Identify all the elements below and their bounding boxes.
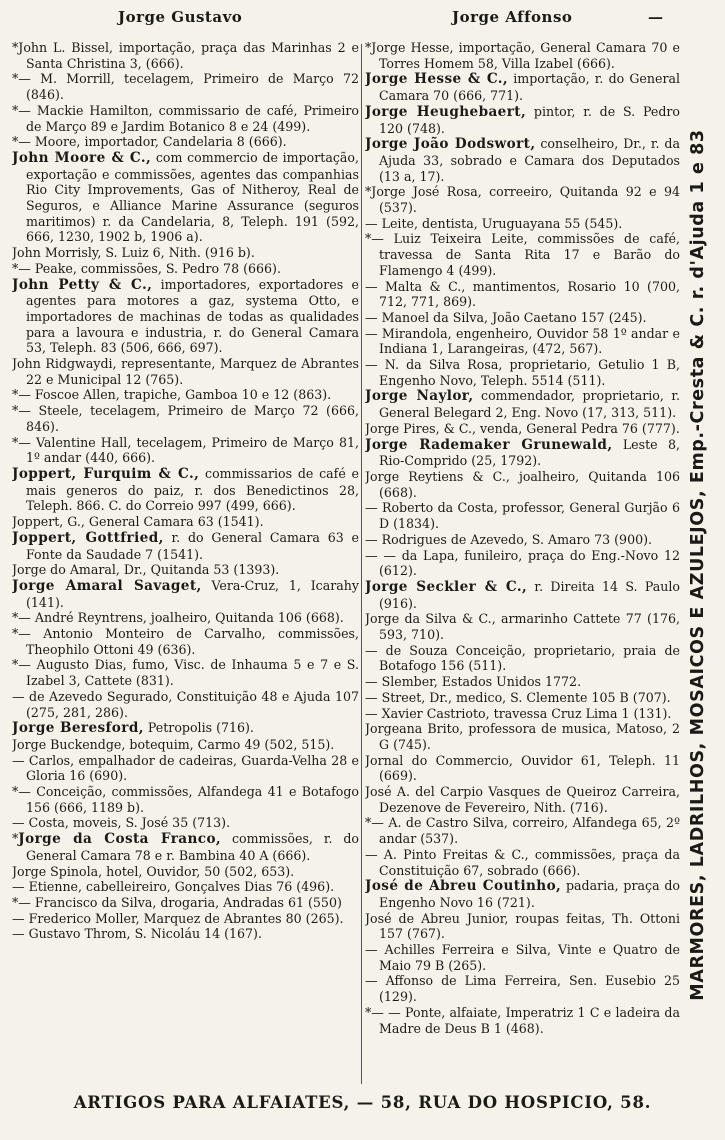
entry-name: Jorge da Silva & C., — [365, 611, 496, 627]
directory-entry — [12, 626, 359, 657]
entry-name: — Mirandola, — [365, 325, 452, 341]
entry-name: José de Abreu Coutinho, — [365, 878, 562, 895]
entry-details: representante, Marquez de Abrantes 22 e Municipal 12 (765). — [26, 356, 359, 387]
entry-name: — Augusto Dias, — [18, 657, 127, 673]
entry-details: commissões, Alfandega 41 e Botafogo 156 (666, 1189 b). — [26, 784, 359, 815]
entry-details: importador, Candelaria 8 (666). — [80, 134, 287, 150]
entry-name: — Steele, — [18, 403, 83, 419]
entry-name: — Francisco da Silva, — [18, 894, 157, 910]
directory-entry — [365, 847, 680, 878]
entry-name: Jorge do Amaral, Dr., — [12, 562, 147, 578]
entry-details: dentista, Uruguayana 55 (545). — [417, 215, 623, 231]
entry-details: funileiro, praça do Eng.-Novo 12 (612). — [379, 547, 680, 579]
entry-marker: * — [12, 260, 19, 276]
footer-advertisement: ARTIGOS PARA ALFAIATES, — 58, RUA DO HOSPICIO, 58. — [73, 1093, 652, 1112]
entry-details: commendador, proprietario, r. General Belegard 2, Eng. Novo (17, 313, 511). — [379, 388, 680, 421]
entry-name: — Etienne, — [12, 879, 83, 895]
directory-entry — [365, 784, 680, 815]
side-advertisement-text: MARMORES, LADRILHOS, MOSAICOS E AZULEJOS, Emp.-Cresta & C. r. d'Ajuda 1 e 83 — [688, 129, 708, 1001]
column-divider — [361, 44, 362, 1084]
entry-details: alfaiate, Imperatriz 1 C e ladeira da Madre de Deus B 1 (468). — [379, 1004, 680, 1036]
entry-name: — Leite, — [365, 215, 418, 231]
entry-name: — A. Pinto Freitas & C., — [365, 846, 529, 862]
entry-marker: * — [12, 894, 19, 910]
entry-details: importação, r. do General Camara 70 (666, 771). — [379, 71, 680, 104]
entry-name: Jorge Amaral Savaget, — [12, 577, 202, 594]
entry-name: Joppert, G., — [12, 514, 85, 530]
entry-details: Marquez de Abrantes 80 (265). — [139, 910, 344, 926]
directory-entry — [365, 421, 680, 437]
entry-details: correeiro, Quitanda 92 e 94 (537). — [379, 184, 680, 216]
directory-entry — [365, 184, 680, 215]
entry-name: Jorge Beresford, — [12, 720, 144, 737]
entry-name: — de Azevedo Segurado, — [12, 688, 173, 704]
entry-details: r. Direita 14 S. Paulo (916). — [379, 578, 680, 611]
entry-name: — Peake, — [18, 260, 77, 276]
entry-name: — Gustavo Throm, — [12, 926, 131, 942]
entry-details: professora de musica, Matoso, 2 G (745). — [379, 721, 680, 752]
entry-details: travessa Cruz Lima 1 (131). — [489, 705, 672, 721]
entry-marker: * — [12, 657, 19, 673]
entry-details: S. Nicoláu 14 (167). — [130, 926, 262, 942]
entry-details: Estados Unidos 1772. — [437, 674, 582, 690]
entry-name: — N. da Silva Rosa, — [365, 357, 503, 373]
directory-entry — [12, 753, 359, 784]
entry-marker: * — [12, 831, 19, 847]
entry-name: John Ridgwaydi, — [12, 356, 117, 372]
entry-details: hotel, Ouvidor, 50 (502, 653). — [102, 863, 295, 879]
directory-entry — [365, 753, 680, 784]
entry-name: Jorge Pires, & C., — [365, 420, 477, 436]
directory-entry — [12, 150, 359, 245]
entry-marker: * — [365, 184, 372, 200]
directory-entry — [365, 71, 680, 103]
side-advertisement — [681, 50, 721, 1080]
entry-name: — Rodrigues de Azevedo, — [365, 531, 528, 547]
entry-details: botequim, Carmo 49 (502, 515). — [125, 736, 335, 752]
entry-name: — Moore, — [18, 134, 81, 150]
entry-details: professor, General Gurjão 6 D (1834). — [379, 500, 680, 532]
entry-name: John Petty & C., — [12, 276, 153, 293]
entry-details: commissões, praça da Constituição 67, sobrado (666). — [379, 846, 680, 878]
entry-name: — A. de Castro Silva, — [371, 815, 508, 831]
entry-details: armarinho Cattete 77 (176, 593, 710). — [379, 611, 680, 643]
directory-entry — [365, 388, 680, 420]
entry-name: — Luiz Teixeira Leite, — [371, 231, 528, 247]
directory-entry — [365, 279, 680, 310]
entry-name: — — da Lapa, — [365, 547, 459, 563]
directory-entry — [12, 879, 359, 895]
entry-name: — Carlos, — [12, 752, 75, 768]
directory-entry — [365, 500, 680, 531]
directory-entry — [12, 737, 359, 753]
entry-name: — Achilles Ferreira e Silva, — [365, 942, 552, 958]
entry-details: Ouvidor 61, Teleph. 11 (669). — [379, 752, 680, 784]
directory-entry — [12, 103, 359, 134]
entry-details: conselheiro, Dr., r. da Ajuda 33, sobrado e Camara dos Deputados (13 a, 17). — [379, 136, 680, 184]
entry-details: proprietario, Getulio 1 B, Engenho Novo, Teleph. 5514 (511). — [379, 357, 680, 388]
entry-details: commissões, S. Pedro 78 (666). — [76, 260, 281, 276]
directory-entry — [365, 815, 680, 846]
entry-marker: * — [12, 434, 19, 450]
entry-name: Jorge Hesse, — [371, 40, 454, 55]
entry-name: Jorge Heughebaert, — [365, 103, 527, 120]
directory-entry — [12, 895, 359, 911]
entry-details: moveis, S. José 35 (713). — [68, 815, 231, 831]
entry-details: importadores, exportadores e agentes para motores a gaz, systema Otto, e importadores de machinas de todas as qualidades para a lavoura e industria, r. do General Camara 53, Teleph. 83 (506, 666, 697). — [26, 276, 359, 356]
directory-entry — [12, 926, 359, 942]
entry-name: Jorge Naylor, — [365, 388, 474, 405]
page-header — [0, 4, 725, 34]
entry-name: — Conceição, — [18, 784, 107, 800]
directory-entry — [365, 721, 680, 752]
entry-name: Joppert, Gottfried, — [12, 529, 164, 546]
entry-details: joalheiro, Quitanda 106 (668). — [146, 610, 344, 626]
directory-entry — [12, 387, 359, 403]
entry-name: — Antonio Monteiro de Carvalho, — [18, 626, 266, 642]
entry-details: General Camara 63 (1541). — [84, 514, 264, 530]
entry-name: José A. del Carpio Vasques de Queiroz Carreira, — [365, 784, 680, 800]
entry-details: commissões de café, travessa de Santa Rita 17 e Barão do Flamengo 4 (499). — [379, 231, 680, 278]
entry-name: — Mackie Hamilton, — [18, 102, 153, 118]
entry-name: Jorge Reytiens & C., — [365, 468, 510, 484]
directory-entry — [12, 356, 359, 387]
directory-entry — [12, 514, 359, 530]
entry-name: Jorge João Dodswort, — [365, 136, 536, 153]
entry-name: — Valentine Hall, — [18, 434, 132, 450]
entry-details: João Caetano 157 (245). — [488, 309, 647, 325]
entry-name: Jorge Seckler & C., — [365, 578, 528, 595]
directory-entry — [365, 310, 680, 326]
directory-entry — [365, 326, 680, 357]
directory-entry — [365, 216, 680, 232]
entry-details: Vinte e Quatro de Maio 79 B (265). — [379, 942, 680, 973]
directory-entry — [365, 357, 680, 388]
entry-name: — Foscoe Allen, — [18, 387, 120, 403]
directory-entry — [365, 674, 680, 690]
entry-details: joalheiro, Quitanda 106 (668). — [379, 468, 680, 500]
directory-entry — [365, 878, 680, 910]
directory-entry — [12, 657, 359, 688]
entry-details: commissões, r. do General Camara 78 e r. Bambina 40 A (666). — [26, 831, 359, 863]
entry-details: Dezenove de Fevereiro, Nith. (716). — [379, 799, 608, 815]
entry-name: Jornal do Commercio, — [365, 752, 513, 768]
entry-name: — Affonso de Lima Ferreira, — [365, 973, 561, 989]
entry-details: tecelagem, Primeiro de Março 81, 1º andar (440, 666). — [26, 434, 359, 466]
right-column — [365, 40, 680, 1088]
entry-marker: * — [12, 102, 19, 118]
directory-entry — [12, 277, 359, 357]
entry-details: Vera-Cruz, 1, Icarahy (141). — [26, 577, 359, 610]
entry-details: correiro, Alfandega 65, 2º andar (537). — [379, 815, 680, 847]
entry-details: Sen. Eusebio 25 (129). — [379, 973, 680, 1005]
entry-marker: * — [12, 40, 19, 55]
entry-details: venda, General Pedra 76 (777). — [476, 420, 680, 436]
directory-entry — [365, 611, 680, 642]
entry-details: importação, praça das Marinhas 2 e Santa Christina 3, (666). — [26, 40, 359, 71]
directory-entry — [12, 261, 359, 277]
directory-entry — [365, 548, 680, 579]
directory-entry — [12, 831, 359, 863]
directory-entry — [12, 245, 359, 261]
entry-details: padaria, praça do Engenho Novo 16 (721). — [379, 878, 680, 910]
entry-name: — — Ponte, — [371, 1004, 446, 1020]
directory-entry — [365, 690, 680, 706]
directory-entry — [12, 403, 359, 434]
entry-name: Jorge da Costa Franco, — [18, 831, 222, 848]
directory-entry — [12, 435, 359, 466]
entry-name: Jorge José Rosa, — [371, 184, 482, 200]
directory-entry — [12, 466, 359, 514]
entry-marker: * — [365, 231, 372, 247]
entry-details: drogaria, Andradas 61 (550) — [156, 894, 342, 910]
entry-details: commissario de café, Primeiro de Março 89 e Jardim Botanico 8 e 24 (499). — [26, 102, 359, 134]
directory-entry — [12, 784, 359, 815]
directory-entry — [365, 942, 680, 973]
entry-details: Constituição 48 e Ajuda 107 (275, 281, 286). — [26, 688, 359, 720]
directory-entry — [12, 720, 359, 737]
entry-name: — Costa, — [12, 815, 69, 831]
entry-name: — M. Morrill, — [18, 71, 115, 87]
entry-name: Joppert, Furquim & C., — [12, 465, 200, 482]
directory-entry — [12, 815, 359, 831]
entry-name: Jorge Buckendge, — [12, 736, 126, 752]
entry-details: commissarios de café e mais generos do paiz, r. dos Benedictinos 28, Teleph. 866. C. do Correio 997 (499, 666). — [26, 465, 359, 514]
entry-marker: * — [12, 71, 19, 87]
entry-marker: * — [365, 1004, 372, 1020]
entry-name: José de Abreu Junior, — [365, 910, 509, 926]
entry-name: Jorge Spinola, — [12, 863, 103, 879]
directory-entry — [365, 104, 680, 136]
directory-entry — [365, 469, 680, 500]
entry-name: — Street, Dr., — [365, 689, 453, 705]
entry-marker: * — [12, 134, 19, 150]
entry-details: roupas feitas, Th. Ottoni 157 (767). — [379, 910, 680, 942]
directory-entry — [365, 40, 680, 71]
entry-details: pintor, r. de S. Pedro 120 (748). — [379, 103, 680, 136]
entry-details: commissões, Theophilo Ottoni 49 (636). — [26, 626, 359, 657]
entry-marker: * — [12, 626, 19, 642]
directory-entry — [365, 231, 680, 278]
entry-details: Leste 8, Rio-Comprido (25, 1792). — [379, 436, 680, 469]
entry-details: proprietario, praia de Botafogo 156 (511). — [379, 642, 680, 674]
entry-name: — de Souza Conceição, — [365, 642, 526, 658]
entry-name: Jorge Rademaker Grunewald, — [365, 436, 613, 453]
directory-entry — [12, 530, 359, 562]
entry-name: — Slember, — [365, 674, 438, 690]
entry-details: com commercio de importação, exportação e commissões, agentes das companhias Rio City Improvements, Gas of Nitheroy, Real de Seguros, e Alliance Marine Assurance (seguros maritimos) r. da Candelaria, 8, Teleph. 191 (592, 666, 1230, 1902 b, 1906 a). — [26, 149, 359, 245]
running-head-left: Jorge Gustavo — [118, 8, 243, 26]
entry-details: S. Luiz 6, Nith. (916 b). — [101, 245, 255, 261]
directory-entry — [12, 911, 359, 927]
entry-name: — André Reyntrens, — [18, 610, 147, 626]
entry-details: empalhador de cadeiras, Guarda-Velha 28 e Gloria 16 (690). — [26, 752, 359, 784]
entry-name: — Roberto da Costa, — [365, 500, 498, 516]
running-head-right: Jorge Affonso — [452, 8, 573, 26]
directory-entry — [365, 706, 680, 722]
entry-details: S. Amaro 73 (900). — [527, 531, 653, 547]
directory-entry — [12, 578, 359, 610]
entry-marker: * — [365, 40, 372, 55]
directory-entry — [365, 643, 680, 674]
entry-details: engenheiro, Ouvidor 58 1º andar e Indiana 1, Larangeiras, (472, 567). — [379, 325, 680, 357]
entry-name: John Moore & C., — [12, 149, 152, 166]
directory-entry — [12, 689, 359, 720]
directory-entry — [365, 911, 680, 942]
entry-name: — Malta & C., — [365, 278, 466, 294]
entry-details: fumo, Visc. de Inhauma 5 e 7 e S. Izabel 3, Cattete (831). — [26, 657, 359, 689]
entry-details: r. do General Camara 63 e Fonte da Saudade 7 (1541). — [26, 529, 359, 562]
entry-name: Jorgeana Brito, — [365, 721, 464, 737]
entry-details: mantimentos, Rosario 10 (700, 712, 771, 869). — [379, 278, 680, 310]
entry-name: — Frederico Moller, — [12, 910, 140, 926]
entry-marker: * — [12, 403, 19, 419]
page-number: — — [648, 8, 663, 26]
directory-entry — [12, 40, 359, 71]
entry-marker: * — [365, 815, 372, 831]
directory-entry — [365, 1005, 680, 1036]
entry-details: tecelagem, Primeiro de Março 72 (666, 846). — [26, 403, 359, 434]
directory-entry — [365, 973, 680, 1004]
entry-details: trapiche, Gamboa 10 e 12 (863). — [119, 387, 332, 403]
entry-details: importação, General Camara 70 e Torres Homem 58, Villa Izabel (666). — [379, 40, 680, 71]
directory-entry — [12, 610, 359, 626]
entry-details: medico, S. Clemente 105 B (707). — [452, 689, 671, 705]
directory-entry — [365, 136, 680, 184]
entry-details: Petropolis (716). — [143, 720, 254, 736]
entry-details: cabelleireiro, Gonçalves Dias 76 (496). — [82, 879, 335, 895]
entry-name: Jorge Hesse & C., — [365, 71, 509, 88]
directory-entry — [365, 579, 680, 611]
directory-entry — [365, 532, 680, 548]
left-column — [12, 40, 359, 1088]
entry-marker: * — [12, 387, 19, 403]
entry-marker: * — [12, 784, 19, 800]
entry-details: Quitanda 53 (1393). — [146, 562, 280, 578]
entry-name: John Morrisly, — [12, 245, 102, 261]
directory-entry — [365, 437, 680, 469]
entry-details: tecelagem, Primeiro de Março 72 (846). — [26, 71, 359, 103]
entry-name: — Xavier Castrioto, — [365, 705, 490, 721]
directory-entry — [12, 562, 359, 578]
directory-entry — [12, 864, 359, 880]
entry-marker: * — [12, 610, 19, 626]
entry-name: John L. Bissel, — [18, 40, 113, 55]
directory-entry — [12, 71, 359, 102]
entry-name: — Manoel da Silva, — [365, 309, 489, 325]
directory-entry — [12, 134, 359, 150]
